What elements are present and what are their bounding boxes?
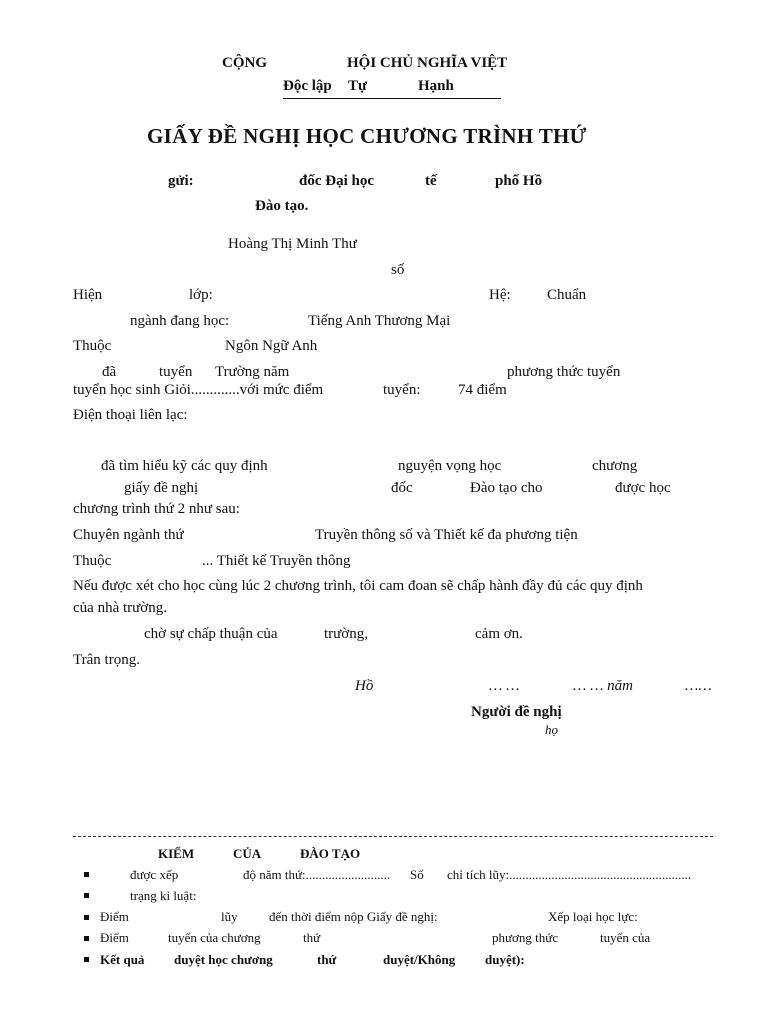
body-tran-trong: Trân trọng. (73, 652, 140, 668)
body-cn-label: Chuyên ngành thứ (73, 527, 184, 543)
check-r3a: Điểm (100, 909, 129, 924)
recipient-d: phố Hồ (495, 173, 543, 189)
check-r4a: Điểm (100, 930, 129, 945)
check-title-b: CỦA (233, 846, 262, 861)
signature-dots-3: …… (685, 678, 712, 694)
field-diem: 74 điểm (458, 382, 507, 398)
motto-cong: CỘNG (222, 55, 267, 71)
body-cho-a: chờ sự chấp thuận của (144, 626, 278, 642)
check-r1c: Số (410, 867, 424, 882)
field-nganh-value: Tiếng Anh Thương Mại (308, 313, 451, 329)
body-p2c: Đào tạo cho (470, 480, 543, 496)
bullet-3 (84, 915, 89, 920)
body-p1c: chương (592, 458, 638, 474)
check-r5b: duyệt học chương (174, 952, 273, 967)
field-khoa: Ngôn Ngữ Anh (225, 338, 318, 354)
body-camdoan-1: Nếu được xét cho học cùng lúc 2 chương trình, tôi cam đoan sẽ chấp hành đầy đủ các quy định (73, 578, 643, 594)
recipient-c: tế (425, 173, 437, 189)
check-r5d: duyệt/Không (383, 952, 456, 967)
body-p2b: đốc (391, 480, 413, 496)
field-chuan: Chuẩn (547, 287, 587, 303)
field-hien: Hiện (73, 287, 103, 303)
check-r1a: được xếp (130, 867, 179, 882)
check-r4d: phương thức (492, 930, 559, 945)
motto-hanh: Hạnh (418, 78, 454, 94)
recipient-b: đốc Đại học (299, 173, 374, 189)
check-r4e: tuyển của (600, 930, 651, 945)
document-title: GIẤY ĐỀ NGHỊ HỌC CHƯƠNG TRÌNH THỨ (147, 124, 587, 148)
body-p1a: đã tìm hiểu kỹ các quy định (101, 458, 268, 474)
field-da: đã (102, 364, 117, 380)
body-thuoc2: Thuộc (73, 553, 112, 569)
section-divider (73, 836, 713, 837)
check-title-a: KIỂM (158, 846, 195, 861)
bullet-1 (84, 872, 89, 877)
check-r1d: chỉ tích lũy:........................................................ (447, 867, 692, 882)
body-p1b: nguyện vọng học (398, 458, 502, 474)
check-r4b: tuyển của chương (168, 930, 261, 945)
field-lop: lớp: (189, 287, 213, 303)
signature-dots-2: … … năm (573, 678, 634, 694)
bullet-2 (84, 893, 89, 898)
body-p2a: giấy đề nghị (124, 480, 199, 496)
field-thuoc: Thuộc (73, 338, 112, 354)
signature-dots-1: … … (489, 678, 520, 694)
check-r5c: thứ (317, 952, 337, 967)
field-hsg: tuyển học sinh Giỏi.............với mức điểm (73, 382, 324, 398)
check-r5a: Kết quả (100, 952, 145, 967)
check-r3b: lũy (221, 909, 238, 924)
body-camdoan-2: của nhà trường. (73, 600, 167, 616)
signature-note: họ (545, 722, 558, 737)
bullet-4 (84, 936, 89, 941)
body-p2d: được học (615, 480, 671, 496)
field-nganh-label: ngành đang học: (130, 313, 230, 329)
field-tuyen2: tuyển: (383, 382, 421, 398)
body-cho-b: trường, (324, 626, 368, 642)
applicant-name: Hoàng Thị Minh Thư (228, 236, 357, 252)
field-he: Hệ: (489, 287, 511, 303)
field-truong-nam: Trường năm (215, 364, 290, 380)
check-r5e: duyệt): (485, 952, 525, 967)
signature-place: Hồ (355, 678, 374, 694)
field-dien-thoai: Điện thoại liên lạc: (73, 407, 188, 423)
recipient-a: gửi: (168, 173, 194, 189)
check-r3d: Xếp loại học lực: (548, 909, 638, 924)
body-cho-c: cảm ơn. (475, 626, 523, 642)
bullet-5 (84, 957, 89, 962)
field-phuong-thuc: phương thức tuyển (507, 364, 621, 380)
check-r3c: đến thời điểm nộp Giấy đề nghị: (269, 909, 438, 924)
field-tuyen: tuyển (159, 364, 193, 380)
field-so: số (391, 262, 405, 278)
recipient-e: Đào tạo. (255, 198, 309, 214)
check-r4c: thứ (303, 930, 321, 945)
motto-doc-lap: Độc lập (283, 78, 332, 94)
body-khoa2: ... Thiết kế Truyền thông (202, 553, 351, 569)
body-cn-value: Truyền thông số và Thiết kế đa phương tiện (315, 527, 578, 543)
motto-underline (283, 98, 501, 99)
check-title-c: ĐÀO TẠO (300, 846, 361, 861)
motto-tu: Tự (348, 78, 368, 94)
motto-hoi: HỘI CHỦ NGHĨA VIỆT (347, 55, 508, 71)
check-r2: trạng kỉ luật: (130, 888, 197, 903)
signature-label: Người đề nghị (471, 704, 562, 720)
body-p3: chương trình thứ 2 như sau: (73, 501, 240, 517)
check-r1b: độ năm thứ:.......................... (243, 867, 391, 882)
